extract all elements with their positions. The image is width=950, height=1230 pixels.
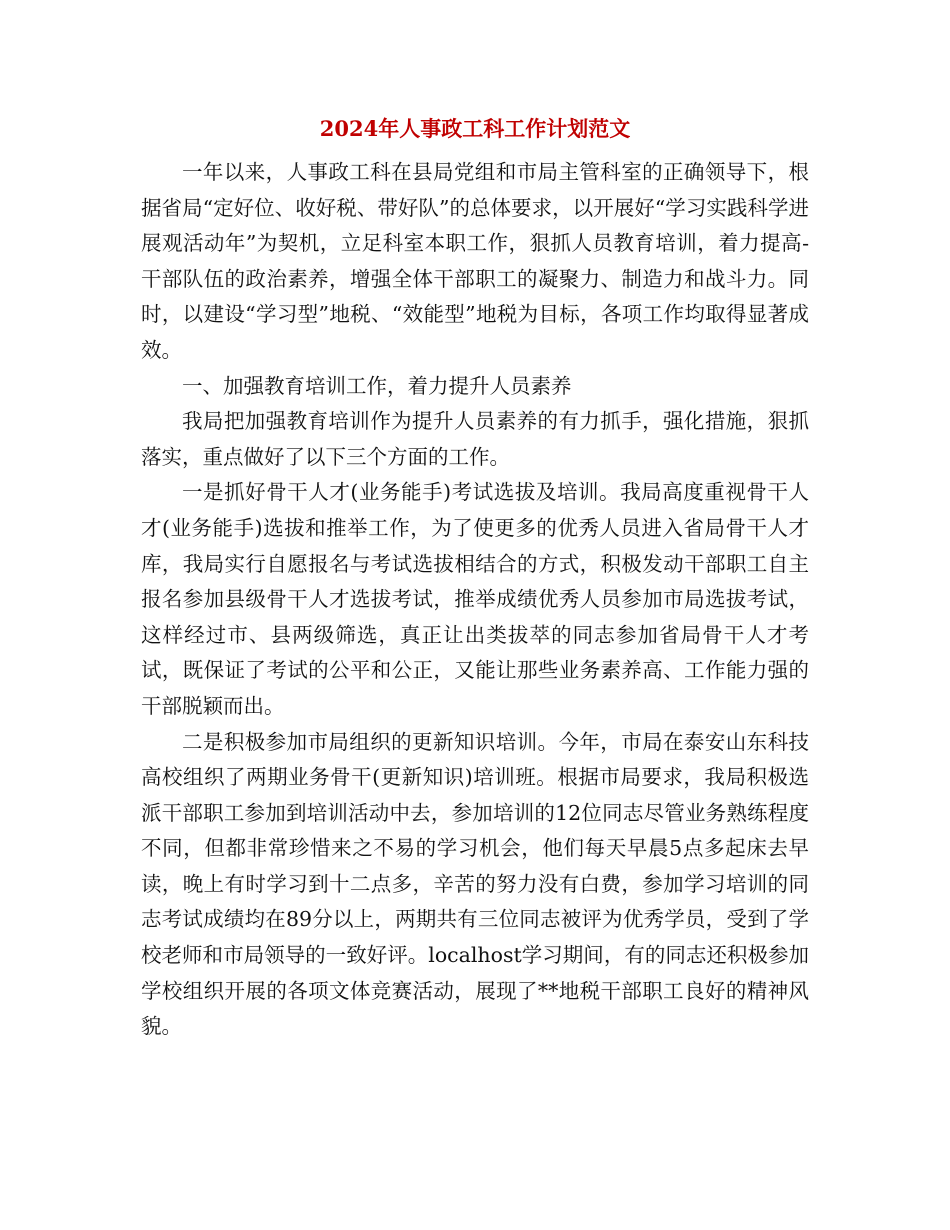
paragraph-intro: 一年以来，人事政工科在县局党组和市局主管科室的正确领导下，根据省局“定好位、收好税、带好队”的总体要求，以开展好“学习实践科学进展观活动年”为契机，立足科室本职工作，狠抓人员教育培训，着力提高-干部队伍的政治素养，增强全体干部职工的凝聚力、制造力和战斗力。同时，以建设“学习型”地税、“效能型”地税为目标，各项工作均取得显著成效。 (141, 160, 809, 362)
document-title: 2024年人事政工科工作计划范文 (319, 116, 631, 141)
section-heading-1: 一、加强教育培训工作，着力提升人员素养 (182, 373, 572, 398)
paragraph-item-1: 一是抓好骨干人才(业务能手)考试选拔及培训。我局高度重视骨干人才(业务能手)选拔和推举工作，为了使更多的优秀人员进入省局骨干人才库，我局实行自愿报名与考试选拔相结合的方式，积极发动干部职工自主报名参加县级骨干人才选拔考试，推举成绩优秀人员参加市局选拔考试，这样经过市、县两级筛选，真正让出类拔萃的同志参加省局骨干人才考试，既保证了考试的公平和公正，又能让那些业务素养高、工作能力强的干部脱颖而出。 (141, 480, 809, 718)
paragraph-item-2: 二是积极参加市局组织的更新知识培训。今年，市局在泰安山东科技高校组织了两期业务骨干(更新知识)培训班。根据市局要求，我局积极选派干部职工参加到培训活动中去，参加培训的12位同志尽管业务熟练程度不同，但都非常珍惜来之不易的学习机会，他们每天早晨5点多起床去早读，晚上有时学习到十二点多，辛苦的努力没有白费，参加学习培训的同志考试成绩均在89分以上，两期共有三位同志被评为优秀学员，受到了学校老师和市局领导的一致好评。localhost学习期间，有的同志还积极参加学校组织开展的各项文体竞赛活动，展现了**地税干部职工良好的精神风貌。 (141, 729, 809, 1039)
document-body (141, 155, 809, 1045)
paragraph-overview: 我局把加强教育培训作为提升人员素养的有力抓手，强化措施，狠抓落实，重点做好了以下三个方面的工作。 (141, 409, 809, 469)
